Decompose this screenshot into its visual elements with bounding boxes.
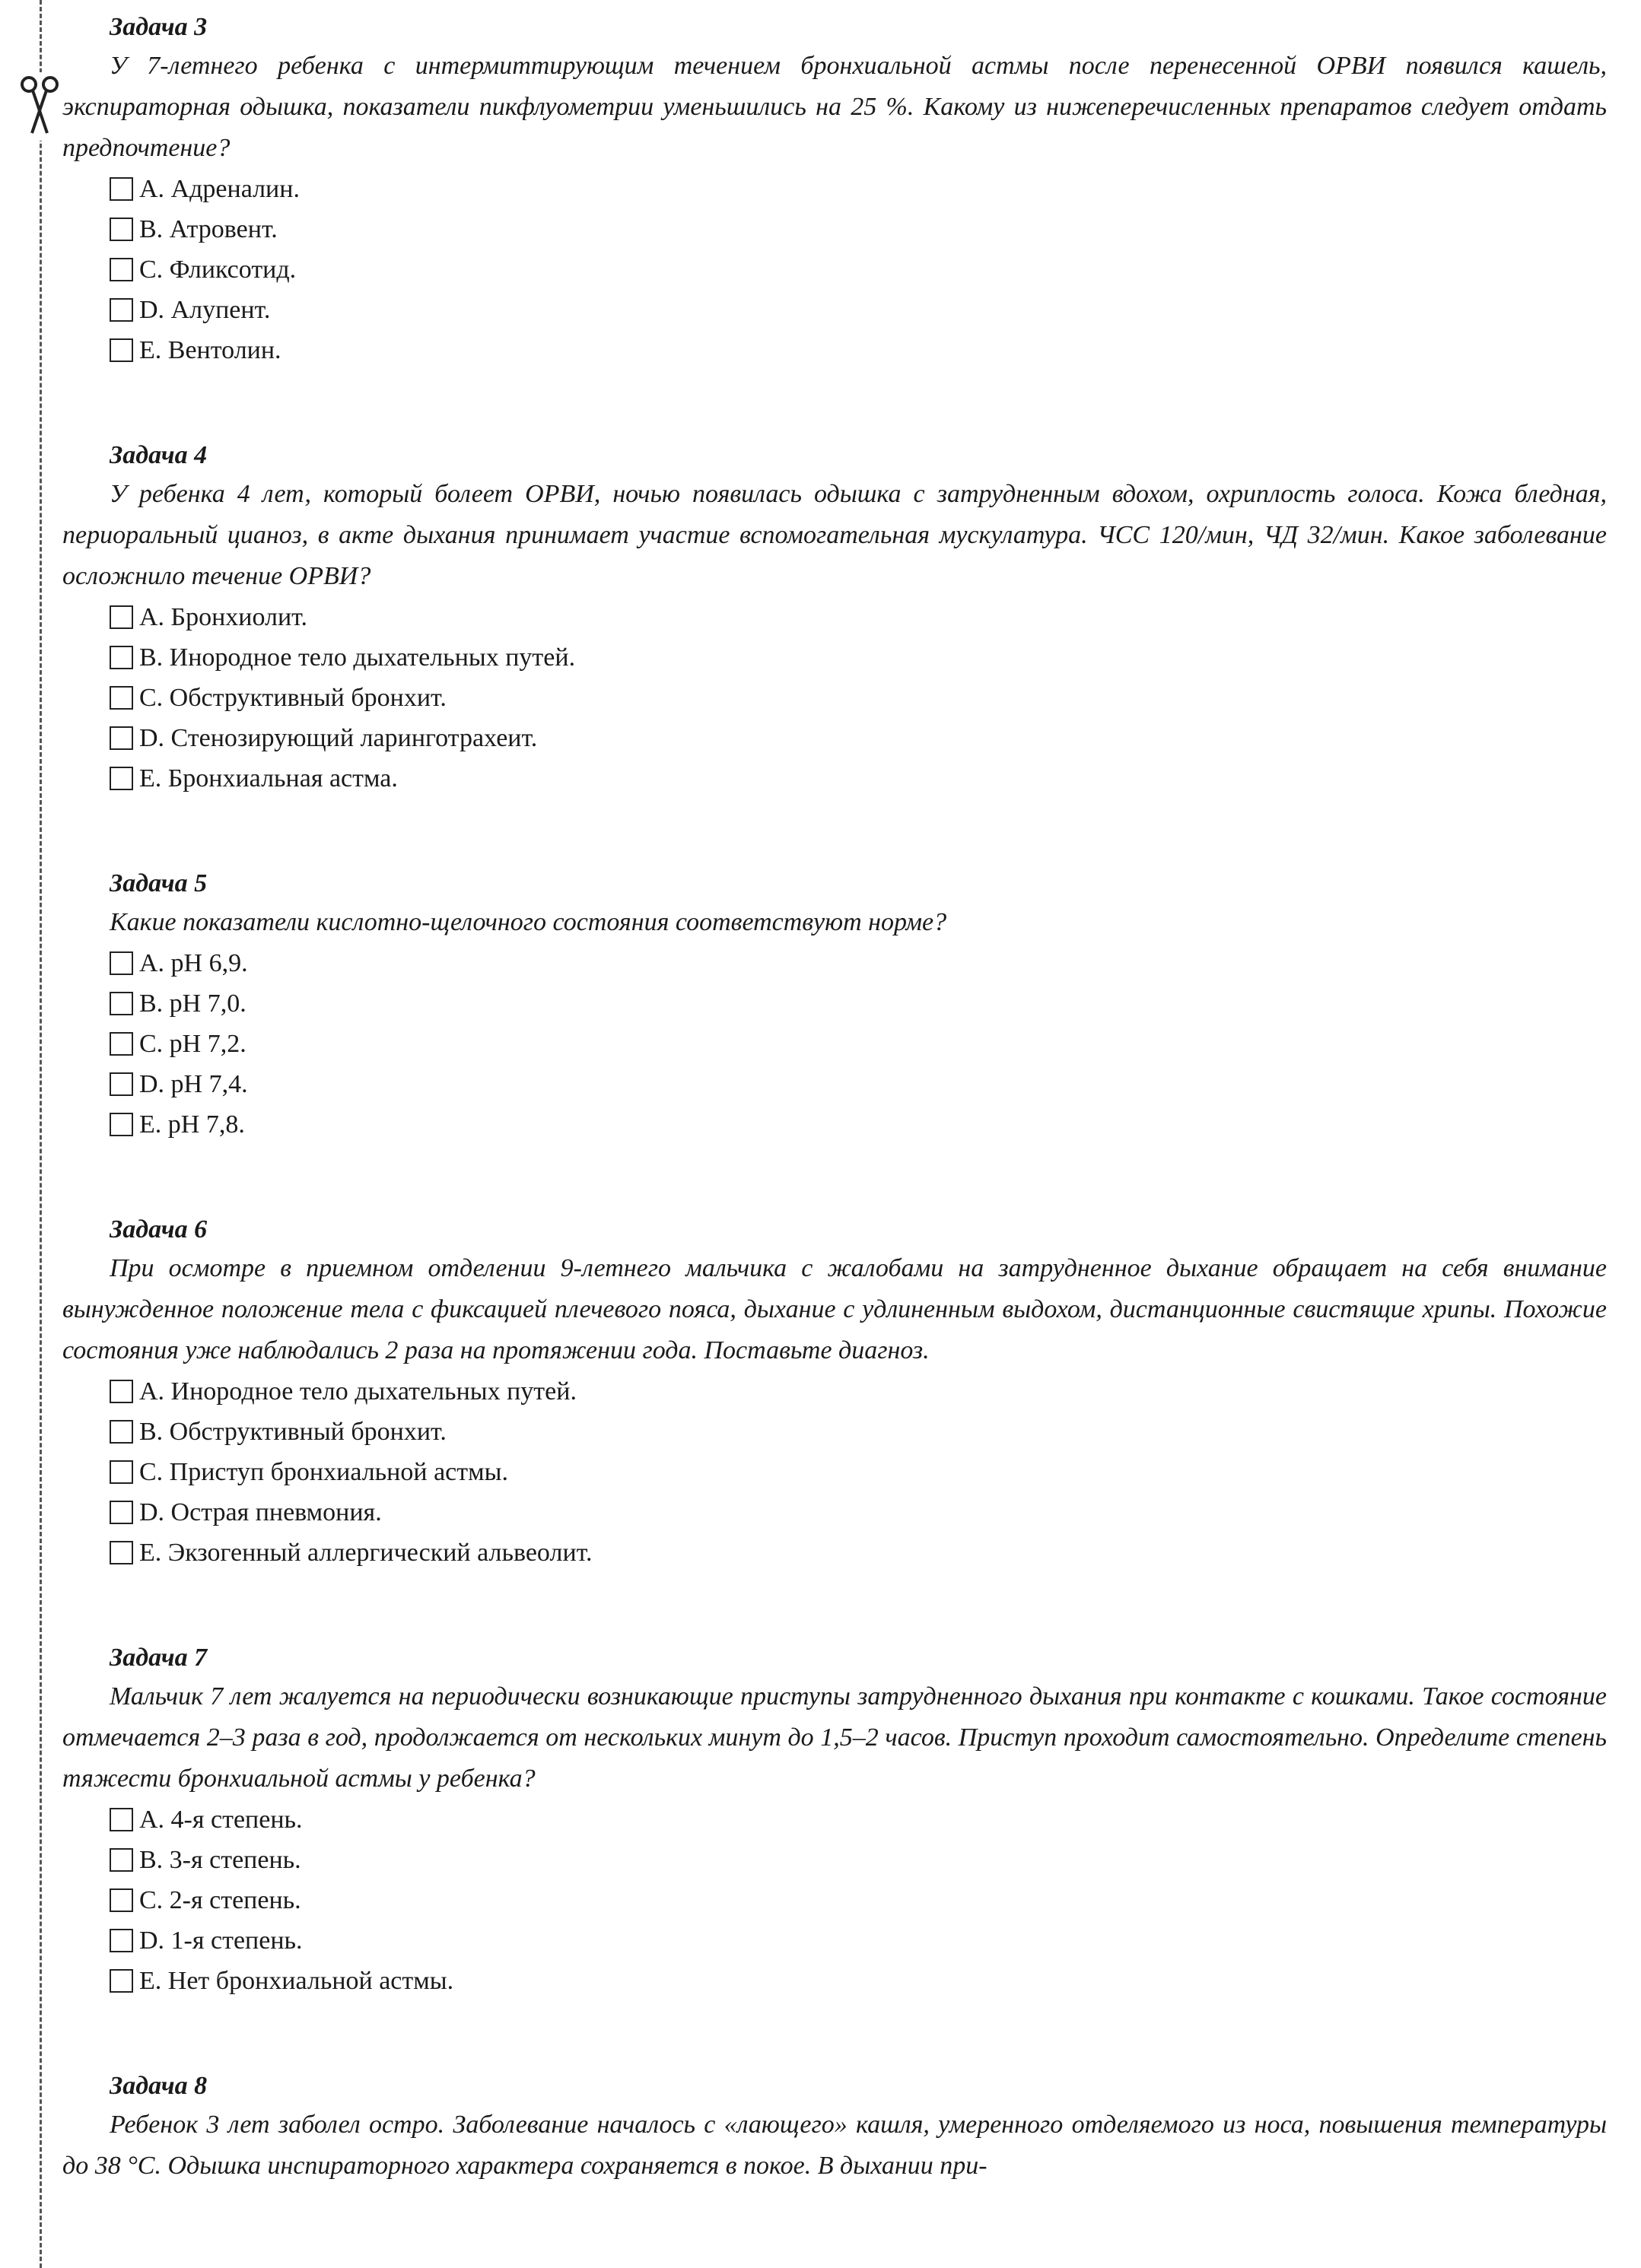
option-label: D. Стенозирующий ларинготрахеит. <box>139 724 538 752</box>
answer-option-d[interactable] <box>110 1064 1607 1104</box>
answer-option-b[interactable] <box>110 209 1607 249</box>
checkbox-icon[interactable] <box>110 726 133 750</box>
option-label: C. Приступ бронхиальной астмы. <box>139 1458 508 1486</box>
checkbox-icon[interactable] <box>110 1113 133 1136</box>
answer-options <box>110 597 1607 799</box>
task-title: Задача 7 <box>110 1644 208 1672</box>
checkbox-icon[interactable] <box>110 605 133 629</box>
task-6 <box>62 1213 1607 1573</box>
task-7 <box>62 1641 1607 2001</box>
answer-option-d[interactable] <box>110 718 1607 758</box>
option-label: C. 2-я степень. <box>139 1886 301 1914</box>
option-label: E. Бронхиальная астма. <box>139 764 398 793</box>
checkbox-icon[interactable] <box>110 1848 133 1872</box>
checkbox-icon[interactable] <box>110 767 133 790</box>
checkbox-icon[interactable] <box>110 218 133 241</box>
option-label: D. pH 7,4. <box>139 1070 248 1098</box>
option-label: B. Атровент. <box>139 215 278 243</box>
checkbox-icon[interactable] <box>110 646 133 669</box>
option-label: E. Экзогенный аллергический альвеолит. <box>139 1539 593 1567</box>
checkbox-icon[interactable] <box>110 1032 133 1056</box>
option-label: B. Инородное тело дыхательных путей. <box>139 643 576 672</box>
checkbox-icon[interactable] <box>110 1808 133 1831</box>
option-label: B. Обструктивный бронхит. <box>139 1418 447 1446</box>
answer-options <box>110 169 1607 370</box>
answer-option-a[interactable] <box>110 597 1607 637</box>
answer-option-d[interactable] <box>110 1920 1607 1961</box>
task-question: У 7-летнего ребенка с интермиттирующим течением бронхиальной астмы после перенесенной ОРВИ появился кашель, экспираторная одышка, показатели пикфлуометрии уменьшились на 25 %. Какому из нижеперечисленных препаратов следует отдать предпочтение? <box>62 52 1607 162</box>
checkbox-icon[interactable] <box>110 951 133 975</box>
checkbox-icon[interactable] <box>110 177 133 201</box>
answer-option-a[interactable] <box>110 943 1607 983</box>
answer-option-b[interactable] <box>110 983 1607 1024</box>
answer-options <box>110 1799 1607 2001</box>
task-5 <box>62 867 1607 1145</box>
answer-option-b[interactable] <box>110 1412 1607 1452</box>
option-label: E. Нет бронхиальной астмы. <box>139 1967 454 1995</box>
answer-option-e[interactable] <box>110 1961 1607 2001</box>
task-question: У ребенка 4 лет, который болеет ОРВИ, ночью появилась одышка с затрудненным вдохом, охриплость голоса. Кожа бледная, периоральный цианоз, в акте дыхания принимает участие вспомогательная мускулатура. ЧСС 120/мин, ЧД 32/мин. Какое заболевание осложнило течение ОРВИ? <box>62 480 1607 590</box>
scissors-icon <box>17 72 62 141</box>
checkbox-icon[interactable] <box>110 686 133 710</box>
answer-option-c[interactable] <box>110 1452 1607 1492</box>
option-label: A. Бронхиолит. <box>139 603 307 631</box>
task-title: Задача 3 <box>110 13 208 41</box>
option-label: D. Алупент. <box>139 296 271 324</box>
answer-option-c[interactable] <box>110 1880 1607 1920</box>
checkbox-icon[interactable] <box>110 1541 133 1564</box>
option-label: D. 1-я степень. <box>139 1927 303 1955</box>
answer-option-e[interactable] <box>110 1533 1607 1573</box>
task-8 <box>62 2069 1607 2187</box>
answer-option-e[interactable] <box>110 330 1607 370</box>
answer-option-e[interactable] <box>110 1104 1607 1145</box>
checkbox-icon[interactable] <box>110 1969 133 1993</box>
option-label: B. 3-я степень. <box>139 1846 301 1874</box>
task-title: Задача 4 <box>110 441 208 469</box>
answer-option-a[interactable] <box>110 169 1607 209</box>
checkbox-icon[interactable] <box>110 298 133 322</box>
task-question: Мальчик 7 лет жалуется на периодически возникающие приступы затрудненного дыхания при контакте с кошками. Такое состояние отмечается 2–3 раза в год, продолжается от нескольких минут до 1,5–2 часов. Приступ проходит самостоятельно. Определите степень тяжести бронхиальной астмы у ребенка? <box>62 1682 1607 1793</box>
option-label: D. Острая пневмония. <box>139 1498 382 1526</box>
checkbox-icon[interactable] <box>110 1501 133 1524</box>
task-title: Задача 6 <box>110 1215 208 1244</box>
option-label: B. pH 7,0. <box>139 989 246 1018</box>
checkbox-icon[interactable] <box>110 258 133 281</box>
answer-options <box>110 1371 1607 1573</box>
option-label: A. pH 6,9. <box>139 949 248 977</box>
checkbox-icon[interactable] <box>110 1420 133 1444</box>
task-question: Какие показатели кислотно-щелочного состояния соответствуют норме? <box>110 908 947 936</box>
checkbox-icon[interactable] <box>110 338 133 362</box>
task-title: Задача 5 <box>110 869 208 897</box>
option-label: C. pH 7,2. <box>139 1030 246 1058</box>
checkbox-icon[interactable] <box>110 992 133 1015</box>
answer-option-a[interactable] <box>110 1799 1607 1840</box>
checkbox-icon[interactable] <box>110 1380 133 1403</box>
option-label: A. Инородное тело дыхательных путей. <box>139 1377 577 1406</box>
task-title: Задача 8 <box>110 2072 208 2100</box>
option-label: C. Фликсотид. <box>139 256 297 284</box>
task-question: При осмотре в приемном отделении 9-летнего мальчика с жалобами на затрудненное дыхание обращает на себя внимание вынужденное положение тела с фиксацией плечевого пояса, дыхание с удлиненным выдохом, дистанционные свистящие хрипы. Похожие состояния уже наблюдались 2 раза на протяжении года. Поставьте диагноз. <box>62 1254 1607 1364</box>
task-question: Ребенок 3 лет заболел остро. Заболевание началось с «лающего» кашля, умеренного отделяемого из носа, повышения температуры до 38 °C. Одышка инспираторного характера сохраняется в покое. В дыхании при- <box>62 2111 1607 2180</box>
option-label: A. Адреналин. <box>139 175 300 203</box>
answer-option-b[interactable] <box>110 1840 1607 1880</box>
option-label: E. Вентолин. <box>139 336 281 364</box>
answer-option-d[interactable] <box>110 290 1607 330</box>
answer-options <box>110 943 1607 1145</box>
checkbox-icon[interactable] <box>110 1460 133 1484</box>
answer-option-c[interactable] <box>110 678 1607 718</box>
option-label: A. 4-я степень. <box>139 1806 303 1834</box>
answer-option-c[interactable] <box>110 1024 1607 1064</box>
checkbox-icon[interactable] <box>110 1888 133 1912</box>
page-content <box>62 11 1607 2255</box>
answer-option-d[interactable] <box>110 1492 1607 1533</box>
cut-line <box>40 0 42 2268</box>
answer-option-b[interactable] <box>110 637 1607 678</box>
task-4 <box>62 439 1607 799</box>
checkbox-icon[interactable] <box>110 1072 133 1096</box>
option-label: C. Обструктивный бронхит. <box>139 684 447 712</box>
answer-option-c[interactable] <box>110 249 1607 290</box>
option-label: E. pH 7,8. <box>139 1110 245 1139</box>
answer-option-a[interactable] <box>110 1371 1607 1412</box>
checkbox-icon[interactable] <box>110 1929 133 1952</box>
task-3 <box>62 11 1607 370</box>
answer-option-e[interactable] <box>110 758 1607 799</box>
